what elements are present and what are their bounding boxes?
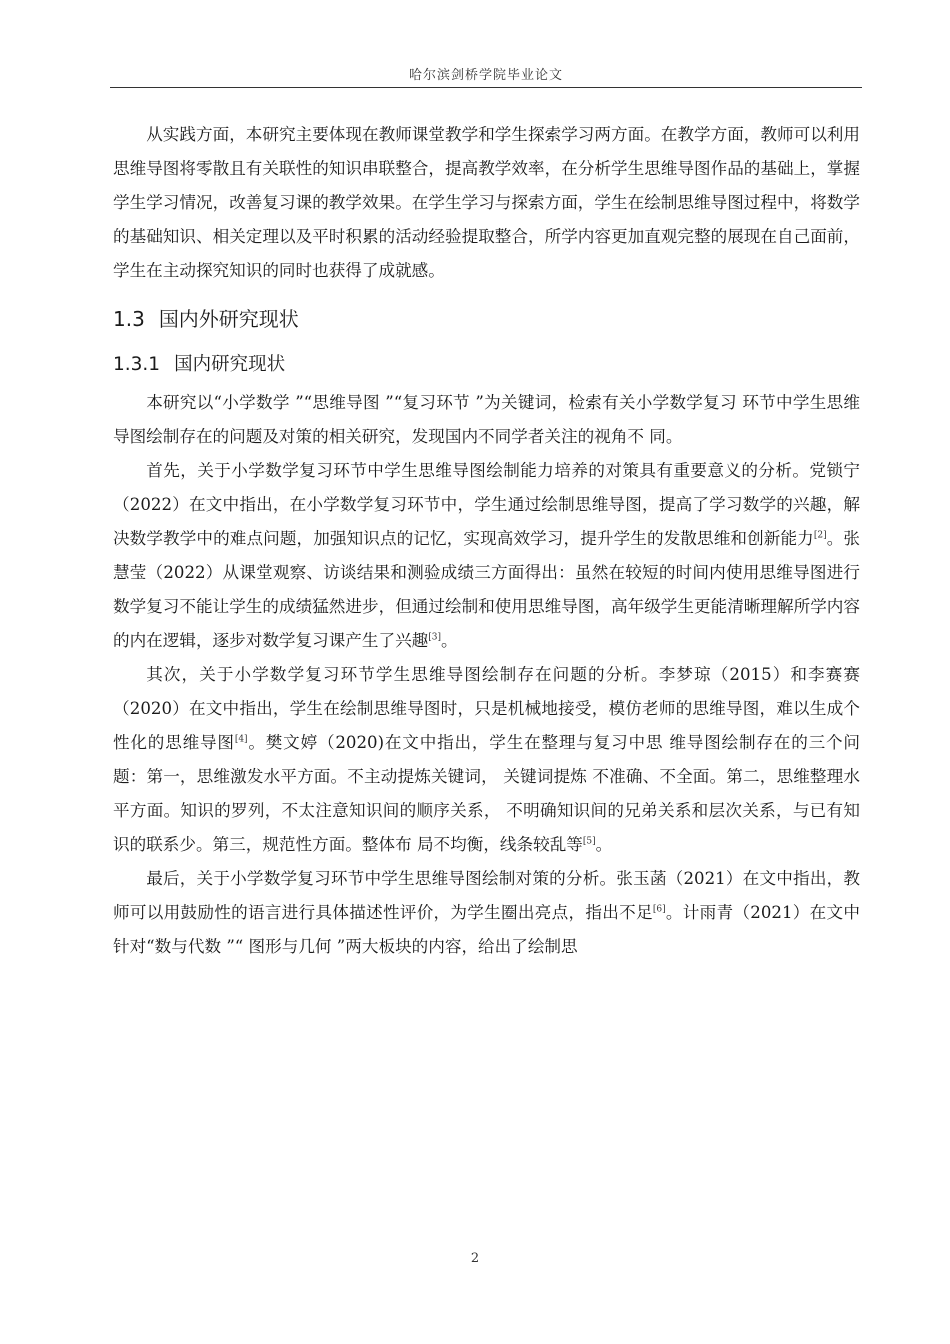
paragraph-first (113, 454, 860, 658)
paragraph-practice: 从实践方面，本研究主要体现在教师课堂教学和学生探索学习两方面。在教学方面，教师可以利用思维导图将零散且有关联性的知识串联整合，提高教学效率，在分析学生思维导图作品的基础上，掌握学生学习情况，改善复习课的教学效果。在学生学习与探索方面，学生在绘制思维导图过程中，将数学的基础知识、相关定理以及平时积累的活动经验提取整合，所学内容更加直观完整的展现在自己面前，学生在主动探究知识的同时也获得了成就感。 (113, 125, 860, 280)
paragraph-text: 其次，关于小学数学复习环节学生思维导图绘制存在问题的分析。李梦琼（2015）和李赛赛（2020）在文中指出，学生在绘制思维导图时，只是机械地接受，模仿老师的思维导图，难以生成个性化的思维导图 (113, 665, 860, 752)
paragraph-text: 首先，关于小学数学复习环节中学生思维导图绘制能力培养的对策具有重要意义的分析。党锁宁（2022）在文中指出，在小学数学复习环节中，学生通过绘制思维导图，提高了学习数学的兴趣，解决数学教学中的难点问题，加强知识点的记忆，实现高效学习，提升学生的发散思维和创新能力 (113, 461, 860, 548)
header-divider (110, 87, 862, 88)
paragraph-second (113, 658, 860, 862)
page-header: 哈尔滨剑桥学院毕业论文 (408, 68, 563, 83)
citation-ref: [6] (652, 904, 666, 915)
paragraph-keywords: 本研究以“小学数学 ”“思维导图 ”“复习环节 ”为关键词，检索有关小学数学复习 环节中学生思维导图绘制存在的问题及对策的相关研究，发现国内不同学者关注的视角不 同。 (113, 393, 860, 446)
paragraph-text: 。樊文婷（2020)在文中指出，学生在整理与复习中思 维导图绘制存在的三个问题：第一，思维激发水平方面。不主动提炼关键词， 关键词提炼 不准确、不全面。第二，思维整理水平方面。知识的罗列，不太注意知识间的顺序关系， 不明确知识间的兄弟关系和层次关系，与已有知识的联系少。第三，规范性方面。整体布 局不均衡，线条较乱等 (113, 733, 860, 854)
page-number: 2 (470, 1251, 480, 1266)
section-title: 国内外研究现状 (158, 307, 299, 331)
citation-ref: [4] (234, 734, 248, 745)
page-body (113, 118, 860, 964)
section-number: 1.3 (113, 307, 145, 331)
section-heading-1-3-1 (113, 344, 860, 386)
section-heading-1-3 (113, 298, 860, 340)
citation-ref: [3] (428, 632, 442, 643)
citation-ref: [5] (582, 836, 596, 847)
paragraph-text: 。张慧莹（2022）从课堂观察、访谈结果和测验成绩三方面得出：虽然在较短的时间内使用思维导图进行数学复习不能让学生的成绩猛然进步，但通过绘制和使用思维导图，高年级学生更能清晰理解所学内容的内在逻辑，逐步对数学复习课产生了兴趣 (113, 529, 860, 650)
paragraph-text: 最后，关于小学数学复习环节中学生思维导图绘制对策的分析。张玉菡（2021）在文中指出，教师可以用鼓励性的语言进行具体描述性评价，为学生圈出亮点，指出不足 (113, 869, 860, 922)
subsection-number: 1.3.1 (113, 354, 161, 375)
paragraph-text: 。计雨青（2021）在文中针对“数与代数 ”“ 图形与几何 ”两大板块的内容，给出了绘制思 (113, 903, 860, 956)
citation-ref: [2] (813, 530, 827, 541)
paragraph-text: 。 (441, 631, 458, 650)
paragraph-last (113, 862, 860, 964)
paragraph-text: 。 (595, 835, 613, 854)
subsection-title: 国内研究现状 (174, 354, 286, 375)
